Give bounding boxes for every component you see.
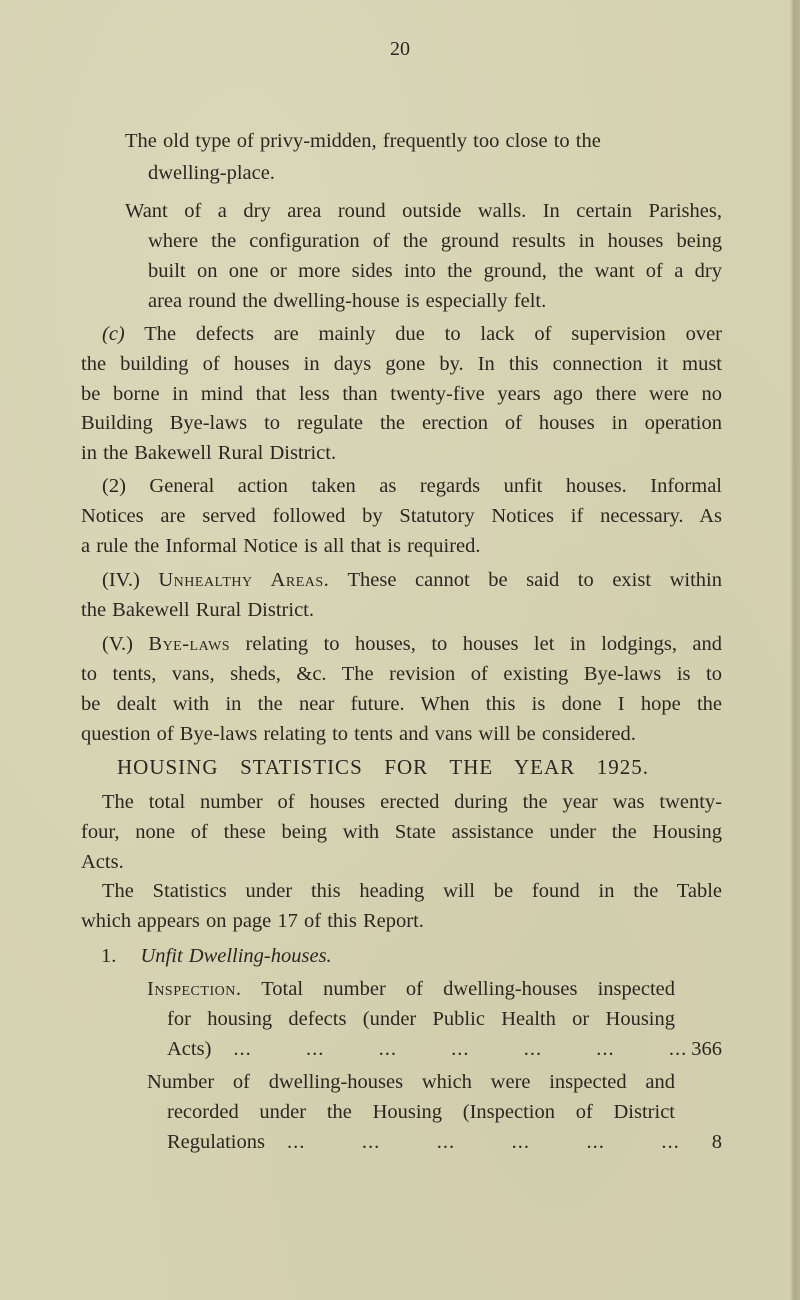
defects-c-line-5: in the Bakewell Rural District. [81, 442, 337, 464]
bye-laws-line-4: question of Bye-laws relating to tents and vans will be considered. [81, 723, 636, 745]
dry-area-line-1: Want of a dry area round outside walls. In certain Parishes, [125, 200, 722, 222]
defects-c-marker: (c) [102, 323, 125, 345]
dot-leader: ... ... ... ... ... ... [286, 1131, 680, 1153]
dot-leader: ... ... ... ... ... ... ... [233, 1038, 688, 1060]
table-ref-line-2: which appears on page 17 of this Report. [81, 910, 424, 932]
unhealthy-areas-marker: (IV.) [102, 569, 140, 591]
housing-intro-line-2: four, none of these being with State assistance under the Housing [81, 821, 722, 843]
privy-midden-line-1: The old type of privy-midden, frequently too close to the [125, 130, 601, 152]
inspection-label: Inspection. [147, 978, 242, 1000]
defects-c-line-4: Building Bye-laws to regulate the erection of houses in operation [81, 412, 722, 434]
page-edge-shadow [790, 0, 800, 1300]
housing-intro-line-3: Acts. [81, 851, 124, 873]
unhealthy-areas-title: Unhealthy Areas. [158, 569, 330, 591]
recorded-line-1: Number of dwelling-houses which were inspected and [147, 1071, 675, 1093]
defects-c-line-1: (c) The defects are mainly due to lack of supervision over [102, 323, 722, 345]
bye-laws-line-3: be dealt with in the near future. When this is done I hope the [81, 693, 722, 715]
section-1-title: Unfit Dwelling-houses. [140, 945, 332, 967]
bye-laws-marker: (V.) [102, 633, 133, 655]
section-1-heading [101, 942, 332, 970]
dry-area-line-3: built on one or more sides into the ground, the want of a dry [148, 260, 722, 282]
inspection-line-2: for housing defects (under Public Health or Housing [167, 1008, 675, 1030]
page-number: 20 [390, 38, 410, 60]
bye-laws-line-2: to tents, vans, sheds, &c. The revision of existing Bye-laws is to [81, 663, 722, 685]
section-1-number: 1. [101, 945, 117, 967]
bye-laws-line-1: (V.) Bye-laws relating to houses, to houses let in lodgings, and [102, 633, 723, 655]
inspection-total-row: Acts) ... ... ... ... ... ... ... 366 [167, 1035, 722, 1063]
defects-c-line-3: be borne in mind that less than twenty-five years ago there were no [81, 383, 722, 405]
general-action-line-1: (2) General action taken as regards unfit houses. Informal [102, 475, 722, 497]
privy-midden-line-2: dwelling-place. [148, 162, 275, 184]
housing-statistics-heading: HOUSING STATISTICS FOR THE YEAR 1925. [117, 755, 649, 779]
general-action-line-3: a rule the Informal Notice is all that is required. [81, 535, 481, 557]
general-action-line-2: Notices are served followed by Statutory Notices if necessary. As [81, 505, 722, 527]
dry-area-line-4: area round the dwelling-house is especially felt. [148, 290, 547, 312]
recorded-line-2: recorded under the Housing (Inspection of District [167, 1101, 675, 1123]
unhealthy-areas-line-1: (IV.) Unhealthy Areas. These cannot be said to exist within [102, 569, 723, 591]
inspection-total-value: 366 [691, 1038, 722, 1060]
bye-laws-title: Bye-laws [148, 633, 231, 655]
defects-c-line-2: the building of houses in days gone by. In this connection it must [81, 353, 722, 375]
recorded-total-value: 8 [711, 1131, 722, 1153]
general-action-marker: (2) [102, 475, 126, 497]
inspection-line-1: Inspection. Total number of dwelling-houses inspected [147, 978, 675, 1000]
table-ref-line-1: The Statistics under this heading will be found in the Table [102, 880, 722, 902]
recorded-total-row: Regulations ... ... ... ... ... ... 8 [167, 1128, 722, 1156]
dry-area-line-2: where the configuration of the ground results in houses being [148, 230, 722, 252]
housing-intro-line-1: The total number of houses erected during the year was twenty- [102, 791, 722, 813]
unhealthy-areas-line-2: the Bakewell Rural District. [81, 599, 314, 621]
